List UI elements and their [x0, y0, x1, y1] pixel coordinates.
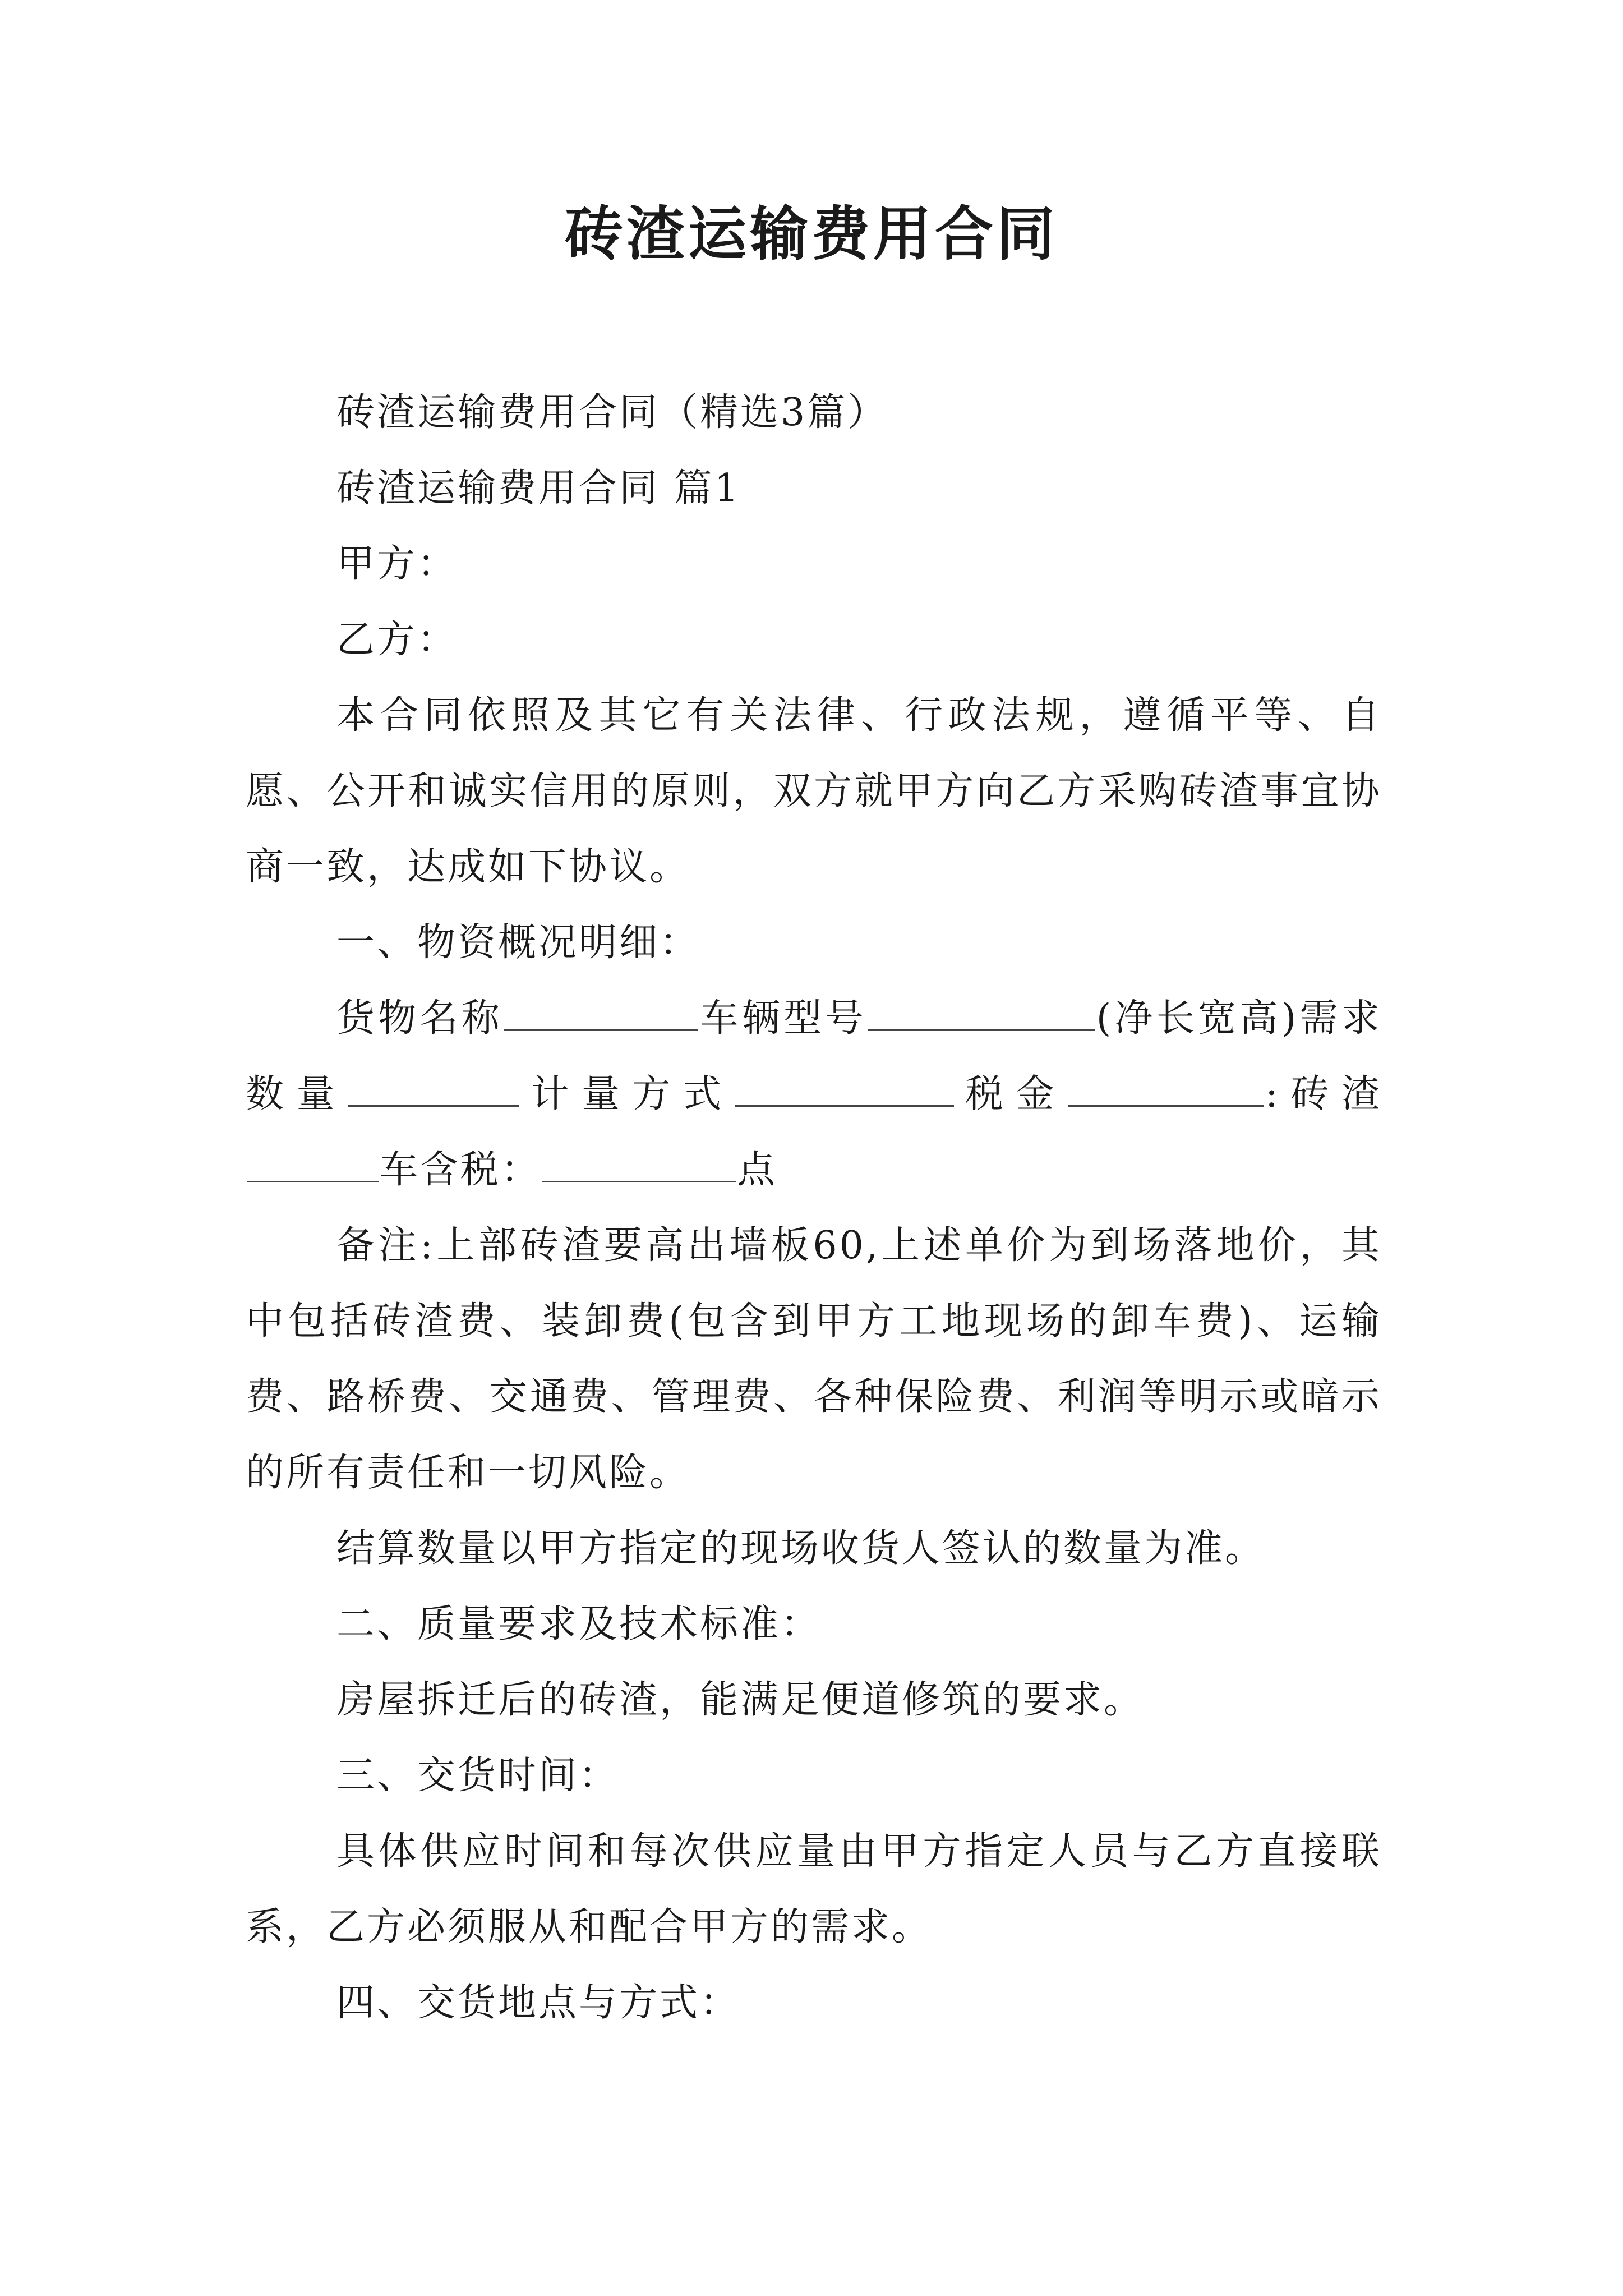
per-vehicle-blank	[247, 1145, 379, 1182]
delivery-time-paragraph: 具体供应时间和每次供应量由甲方指定人员与乙方直接联系，乙方必须服从和配合甲方的需求。	[246, 1829, 1382, 1949]
clause-heading-4: 四、交货地点与方式：	[336, 1981, 741, 2025]
goods-name-blank	[504, 993, 698, 1031]
quantity-blank	[348, 1069, 519, 1107]
tax-included-label: 车含税：	[380, 1148, 542, 1192]
section-heading: 砖渣运输费用合同 篇1	[336, 466, 741, 510]
document-body	[246, 375, 1382, 2041]
vehicle-model-blank	[868, 993, 1095, 1031]
party-a-line: 甲方：	[336, 542, 458, 586]
point-label: 点	[737, 1148, 778, 1192]
tax-blank	[1068, 1069, 1264, 1107]
settlement-paragraph: 结算数量以甲方指定的现场收货人签认的数量为准。	[336, 1526, 1266, 1571]
preamble-paragraph: 本合同依照及其它有关法律、行政法规，遵循平等、自愿、公开和诚实信用的原则，双方就甲方向乙方采购砖渣事宜协商一致，达成如下协议。	[246, 693, 1382, 889]
clause-heading-3: 三、交货时间：	[336, 1754, 620, 1798]
goods-name-label: 货物名称	[336, 996, 504, 1041]
document-title: 砖渣运输费用合同	[564, 199, 1058, 268]
measure-method-blank	[735, 1069, 954, 1107]
brick-label: :砖渣	[1265, 1072, 1382, 1116]
vehicle-model-label: 车辆型号	[699, 996, 867, 1041]
party-b-line: 乙方：	[336, 618, 458, 662]
clause-heading-1: 一、物资概况明细：	[336, 921, 700, 965]
measure-method-label: 计量方式	[520, 1072, 734, 1116]
subtitle-paragraph: 砖渣运输费用合同（精选3篇）	[336, 390, 888, 435]
quantity-label: (净长宽高)需求数量	[246, 996, 1382, 1116]
quality-paragraph: 房屋拆迁后的砖渣，能满足便道修筑的要求。	[336, 1678, 1145, 1722]
tax-label: 税金	[955, 1072, 1067, 1116]
material-details-paragraph	[246, 981, 1382, 1208]
remark-paragraph: 备注:上部砖渣要高出墙板60,上述单价为到场落地价，其中包括砖渣费、装卸费(包含到甲方工地现场的卸车费)、运输费、路桥费、交通费、管理费、各种保险费、利润等明示或暗示的所有责任和一切风险。	[246, 1223, 1382, 1495]
clause-heading-2: 二、质量要求及技术标准：	[336, 1602, 822, 1646]
tax-rate-blank	[542, 1145, 736, 1182]
